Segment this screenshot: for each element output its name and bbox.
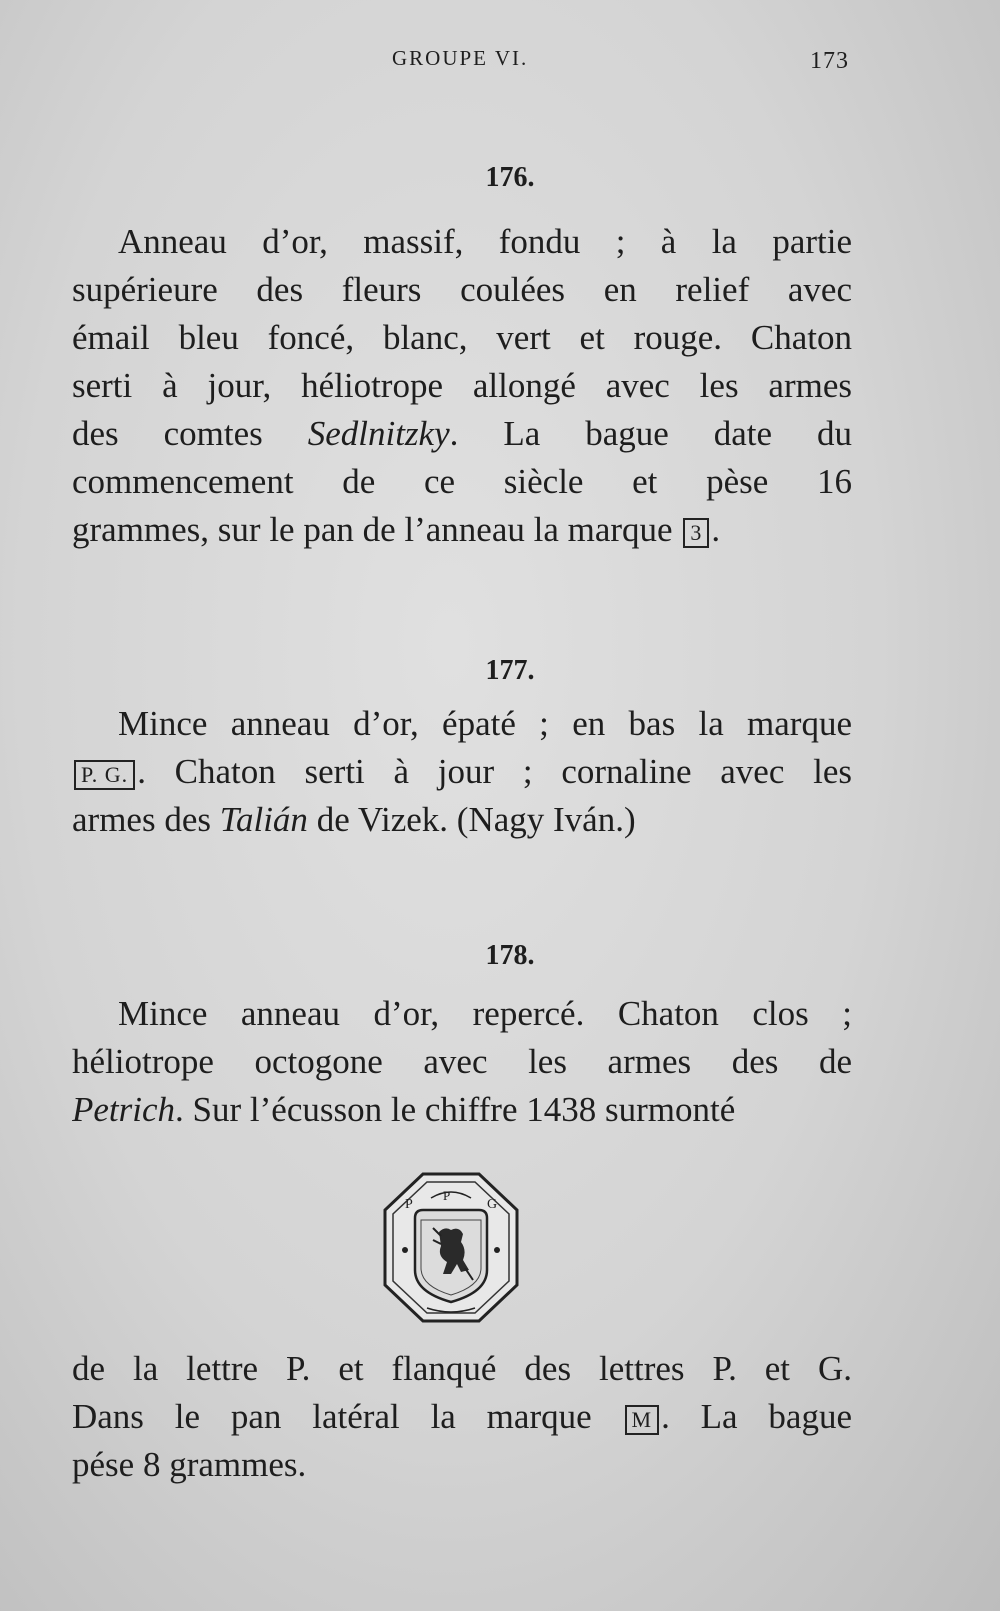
entry-176-line-4: serti à jour, héliotrope allongé avec les armes	[72, 366, 852, 405]
family-name-petrich: Petrich	[72, 1090, 176, 1129]
entry-177-text	[72, 700, 852, 844]
entry-178-line-5	[72, 1393, 852, 1441]
entry-178-continuation	[72, 1345, 852, 1489]
octagonal-seal-icon	[381, 1170, 521, 1325]
entry-number-177: 177.	[485, 655, 535, 686]
entry-178-line-2: héliotrope octogone avec les armes des de	[72, 1042, 852, 1081]
family-name-sedlnitzky: Sedlnitzky	[307, 414, 450, 453]
entry-176-line-7: grammes, sur le pan de l’anneau la marque 3 .	[72, 510, 721, 549]
entry-177-line-1: Mince anneau d’or, épaté ; en bas la marque	[118, 704, 852, 743]
svg-text:G: G	[487, 1197, 498, 1212]
entry-176-line-5: des comtes Sedlnitzky. La bague date du	[72, 414, 852, 453]
hallmark-box-pg: P. G.	[74, 760, 135, 790]
entry-178-line-4: de la lettre P. et flanqué des lettres P. et G.	[72, 1349, 852, 1388]
entry-number-176: 176.	[485, 162, 535, 193]
entry-177-line-3-pre: armes des	[72, 800, 220, 839]
running-head: GROUPE VI.	[392, 46, 529, 70]
family-name-talian: Talián	[219, 800, 308, 839]
entry-178-line-1: Mince anneau d’or, repercé. Chaton clos ;	[118, 994, 852, 1033]
entry-176-line-7-text: grammes, sur le pan de l’anneau la marque	[72, 510, 673, 549]
entry-178-line-5-post: . La bague	[661, 1397, 852, 1436]
entry-176-line-6: commencement de ce siècle et pèse 16	[72, 462, 852, 501]
entry-178-line-3	[72, 1086, 852, 1134]
entry-177-line-2	[72, 748, 852, 796]
entry-178-line-6: pése 8 grammes.	[72, 1445, 307, 1484]
entry-177-line-3	[72, 796, 852, 844]
hallmark-box-3: 3	[683, 518, 709, 548]
entry-178-line-5-pre: Dans le pan latéral la marque	[72, 1397, 592, 1436]
entry-177-line-2-text: . Chaton serti à jour ; cornaline avec les	[137, 752, 852, 791]
entry-177-line-3-post: de Vizek. (Nagy Iván.)	[307, 800, 636, 839]
entry-178-text	[72, 990, 852, 1134]
entry-176-line-1: Anneau d’or, massif, fondu ; à la partie	[118, 222, 852, 261]
svg-text:P: P	[443, 1188, 451, 1203]
entry-178-line-3-post: . Sur l’écusson le chiffre 1438 surmonté	[175, 1090, 736, 1129]
entry-176-line-2: supérieure des fleurs coulées en relief avec	[72, 270, 852, 309]
hallmark-box-m: M	[625, 1405, 660, 1435]
entry-176-line-3: émail bleu foncé, blanc, vert et rouge. Chaton	[72, 318, 852, 357]
entry-number-178: 178.	[485, 940, 535, 971]
entry-176-text	[72, 218, 852, 554]
page-number: 173	[810, 48, 849, 74]
svg-text:P: P	[405, 1197, 413, 1212]
seal-drawing	[381, 1170, 521, 1325]
